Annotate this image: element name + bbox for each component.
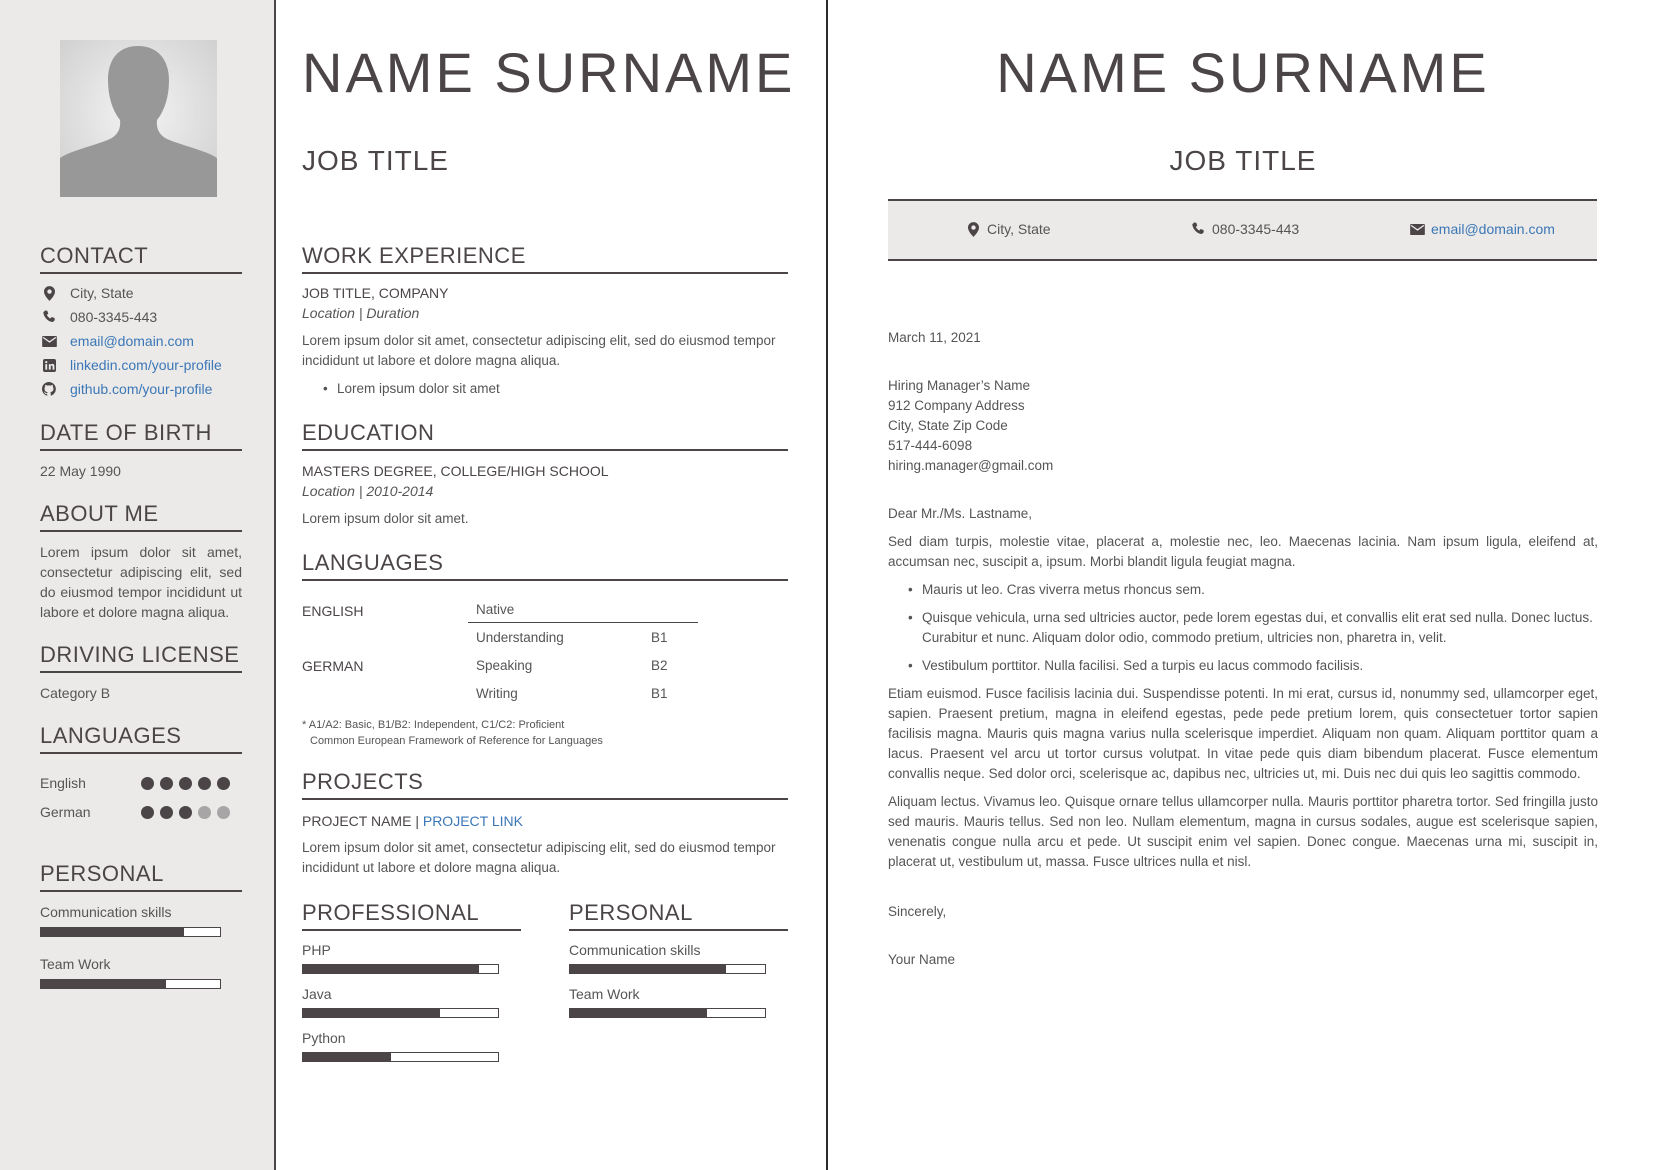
cover-letter-name: NAME SURNAME xyxy=(996,41,1490,104)
band-email-link[interactable]: email@domain.com xyxy=(1431,221,1555,237)
skill-label: Team Work xyxy=(569,986,640,1002)
level-dot-filled xyxy=(141,777,154,790)
project-description: Lorem ipsum dolor sit amet, consectetur adipiscing elit, sed do eiusmod tempor incididunt ut labore et dolore magna aliqua. xyxy=(302,840,776,875)
skill-label: Communication skills xyxy=(569,942,701,958)
contact-email[interactable] xyxy=(40,332,194,350)
language-name: German xyxy=(40,804,91,820)
letter-paragraph-2: Etiam euismod. Fusce facilisis lacinia dui. Suspendisse potenti. In mi erat, cursus id, nonummy sed, ullamcorper eget, sapien. Praesent pretium, magna in eleifend egestas, pede pede pretium lorem, quis consectetuer tortor sapien facilisis magna. Mauris quis magna varius nulla scelerisque imperdiet. Aliquam non quam. Aliquam porttitor quam a lacus. Praesent vel arcu ut tortor cursus volutpat. In vitae pede quis diam bibendum placerat. Fusce elementum convallis neque. Sed dolor orci, scelerisque ac, dapibus nec, ultricies ut, mi. Duis nec dui quis leo sagittis commodo. xyxy=(888,686,1598,781)
german-skill: Writing xyxy=(476,686,518,701)
skill-bar-fill xyxy=(41,928,184,936)
github-icon xyxy=(40,381,58,397)
language-note: * A1/A2: Basic, B1/B2: Independent, C1/C2: Proficient xyxy=(302,719,565,731)
german-level: B1 xyxy=(651,686,668,701)
level-dot-filled xyxy=(217,777,230,790)
project-separator: | xyxy=(415,813,419,829)
education-heading: EDUCATION xyxy=(302,420,788,451)
contact-github[interactable] xyxy=(40,380,212,398)
skill-bar-fill xyxy=(570,965,726,973)
recipient-address: 912 Company Address xyxy=(888,398,1025,413)
band-location-text: City, State xyxy=(987,221,1051,237)
license-heading: DRIVING LICENSE xyxy=(40,642,242,673)
language-name: English xyxy=(40,775,86,791)
skill-bar xyxy=(40,979,221,989)
skill-bar-fill xyxy=(303,1053,391,1061)
resume-job-title: JOB TITLE xyxy=(302,145,449,176)
skill-bar xyxy=(40,927,221,937)
level-dot-filled xyxy=(198,777,211,790)
german-skill: Understanding xyxy=(476,630,564,645)
contact-location-text: City, State xyxy=(70,285,134,301)
page-divider xyxy=(826,0,828,1170)
german-skill: Speaking xyxy=(476,658,533,673)
language-english-level: Native xyxy=(476,602,515,617)
project-link[interactable]: PROJECT LINK xyxy=(422,813,523,829)
project-name: PROJECT NAME xyxy=(302,813,412,829)
education-description: Lorem ipsum dolor sit amet. xyxy=(302,511,469,526)
skill-label: Python xyxy=(302,1030,346,1046)
level-dot-filled xyxy=(160,806,173,819)
linkedin-icon xyxy=(40,357,58,373)
letter-paragraph-3: Aliquam lectus. Vivamus leo. Quisque ornare tellus ullamcorper nulla. Mauris porttitor pharetra tortor. Sed fringilla justo sed mauris. Mauris tellus. Sed non leo. Nullam elementum, magna in cursus sodales, augue est scelerisque sapien, venenatis congue nulla arcu et pede. Ut suscipit enim vel sapien. Donec congue. Maecenas urna mi, suscipit in, placerat ut, vestibulum ut, massa. Fusce ultrices nulla et nisl. xyxy=(888,794,1598,869)
main-personal-heading: PERSONAL xyxy=(569,900,788,931)
skill-bar xyxy=(302,1052,499,1062)
skill-bar-fill xyxy=(41,980,166,988)
salutation: Dear Mr./Ms. Lastname, xyxy=(888,506,1033,521)
language-level-dots xyxy=(141,777,230,790)
letter-closing: Sincerely, xyxy=(888,904,947,919)
skill-bar-fill xyxy=(303,1009,440,1017)
license-value: Category B xyxy=(40,685,111,701)
skill-label: Java xyxy=(302,986,332,1002)
education-meta: Location | 2010-2014 xyxy=(302,483,434,499)
envelope-icon xyxy=(40,333,58,349)
education-degree: MASTERS DEGREE, COLLEGE/HIGH SCHOOL xyxy=(302,463,609,479)
work-meta: Location | Duration xyxy=(302,305,420,321)
contact-heading: CONTACT xyxy=(40,243,242,274)
letter-signature: Your Name xyxy=(888,952,956,967)
about-heading: ABOUT ME xyxy=(40,501,242,532)
letter-paragraph-1: Sed diam turpis, molestie vitae, placerat a, molestie nec, leo. Maecenas lacinia. Nam ipsum ligula, eleifend at, accumsan nec, suscipit a, ipsum. Morbi blandit ligula feugiat magna. xyxy=(888,534,1598,569)
main-languages-heading: LANGUAGES xyxy=(302,550,788,581)
language-level-dots xyxy=(141,806,230,819)
band-location xyxy=(965,221,1051,237)
contact-linkedin-link[interactable]: linkedin.com/your-profile xyxy=(70,357,222,373)
band-phone-text: 080-3345-443 xyxy=(1212,221,1300,237)
skill-label: Communication skills xyxy=(40,904,172,920)
phone-icon xyxy=(1190,221,1206,237)
letter-bullet: • Vestibulum porttitor. Nulla facilisi. Sed a turpis eu lacus commodo facilisis. xyxy=(922,656,1598,676)
skill-label: PHP xyxy=(302,942,331,958)
level-dot-filled xyxy=(179,777,192,790)
contact-github-link[interactable]: github.com/your-profile xyxy=(70,381,213,397)
dob-value: 22 May 1990 xyxy=(40,463,121,479)
recipient-name: Hiring Manager’s Name xyxy=(888,378,1031,393)
cefr-link[interactable]: Common European Framework of Reference for Languages xyxy=(310,735,603,747)
german-level: B1 xyxy=(651,630,668,645)
recipient-email: hiring.manager@gmail.com xyxy=(888,458,1054,473)
sidebar-languages-heading: LANGUAGES xyxy=(40,723,242,754)
language-table-divider xyxy=(468,622,698,623)
level-dot-empty xyxy=(217,806,230,819)
projects-heading: PROJECTS xyxy=(302,769,788,800)
skill-label: Team Work xyxy=(40,956,111,972)
location-pin-icon xyxy=(40,285,58,301)
letter-bullet: • Mauris ut leo. Cras viverra metus rhoncus sem. xyxy=(922,580,1598,600)
profile-photo-placeholder xyxy=(60,40,217,197)
level-dot-empty xyxy=(198,806,211,819)
sidebar-personal-heading: PERSONAL xyxy=(40,861,242,892)
work-bullet: • Lorem ipsum dolor sit amet xyxy=(337,379,500,399)
skill-bar xyxy=(569,1008,766,1018)
cover-letter-job-title: JOB TITLE xyxy=(1169,145,1317,176)
language-german-label: GERMAN xyxy=(302,658,364,674)
recipient-city: City, State Zip Code xyxy=(888,418,1008,433)
letter-bullet: • Quisque vehicula, urna sed ultricies auctor, pede lorem egestas dui, et convallis elit erat sed nulla. Donec luctus. Curabitur et nunc. Aliquam dolor odio, commodo pretium, ultricies non, pharetra in, velit. xyxy=(922,608,1598,648)
skill-bar xyxy=(302,964,499,974)
cover-letter-contact-band xyxy=(888,199,1597,261)
german-level: B2 xyxy=(651,658,668,673)
contact-email-link[interactable]: email@domain.com xyxy=(70,333,194,349)
skill-bar-fill xyxy=(570,1009,707,1017)
work-description: Lorem ipsum dolor sit amet, consectetur adipiscing elit, sed do eiusmod tempor incididunt ut labore et dolore magna aliqua. xyxy=(302,333,776,368)
language-english-label: ENGLISH xyxy=(302,603,364,619)
language-english xyxy=(40,775,230,791)
phone-icon xyxy=(40,309,58,325)
location-pin-icon xyxy=(965,221,981,237)
contact-linkedin[interactable] xyxy=(40,356,222,374)
level-dot-filled xyxy=(141,806,154,819)
envelope-icon xyxy=(1409,221,1425,237)
level-dot-filled xyxy=(160,777,173,790)
contact-location xyxy=(40,284,134,302)
resume-name: NAME SURNAME xyxy=(302,41,796,104)
letter-date: March 11, 2021 xyxy=(888,330,981,345)
band-phone xyxy=(1190,221,1299,237)
dob-heading: DATE OF BIRTH xyxy=(40,420,242,451)
contact-phone xyxy=(40,308,157,326)
contact-phone-text: 080-3345-443 xyxy=(70,309,158,325)
recipient-phone: 517-444-6098 xyxy=(888,438,973,453)
professional-heading: PROFESSIONAL xyxy=(302,900,521,931)
about-text: Lorem ipsum dolor sit amet, consectetur adipiscing elit, sed do eiusmod tempor incididunt ut labore et dolore magna aliqua. xyxy=(40,544,242,620)
work-heading: WORK EXPERIENCE xyxy=(302,243,788,274)
skill-bar xyxy=(569,964,766,974)
level-dot-filled xyxy=(179,806,192,819)
band-email[interactable] xyxy=(1409,221,1555,237)
skill-bar-fill xyxy=(303,965,479,973)
project-title xyxy=(302,812,523,830)
skill-bar xyxy=(302,1008,499,1018)
language-german xyxy=(40,804,230,820)
work-role: JOB TITLE, COMPANY xyxy=(302,285,449,301)
resume-sidebar xyxy=(0,0,276,1170)
